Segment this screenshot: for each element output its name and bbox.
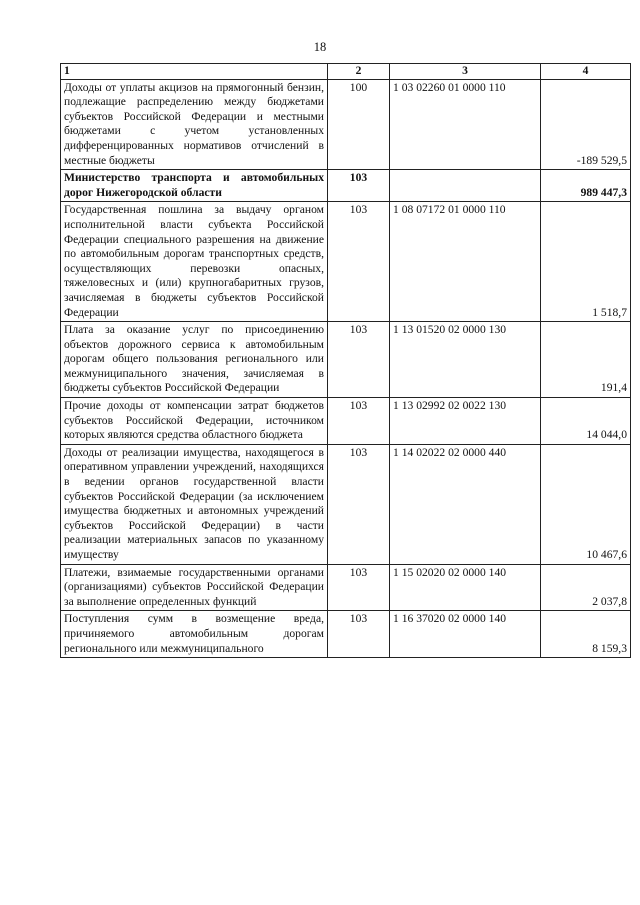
budget-table [60,63,631,658]
table-row [61,79,631,170]
table-row [61,398,631,445]
row-classification-code: 1 08 07172 01 0000 110 [390,202,541,322]
row-classification-code: 1 13 02992 02 0022 130 [390,398,541,445]
table-row [61,564,631,611]
row-classification-code: 1 13 01520 02 0000 130 [390,322,541,398]
row-description: Поступления сумм в возмещение вреда, причиняемого автомобильным дорогам регионального или межмуниципального [61,611,328,658]
row-amount: 14 044,0 [541,398,631,445]
row-admin-code: 103 [328,611,390,658]
row-admin-code: 103 [328,202,390,322]
row-classification-code: 1 15 02020 02 0000 140 [390,564,541,611]
row-classification-code [390,170,541,202]
row-admin-code: 100 [328,79,390,170]
column-header-2: 2 [328,64,390,80]
row-description: Прочие доходы от компенсации затрат бюджетов субъектов Российской Федерации, источником которых являются средства областного бюджета [61,398,328,445]
row-amount: 191,4 [541,322,631,398]
row-admin-code: 103 [328,564,390,611]
column-header-4: 4 [541,64,631,80]
row-admin-code: 103 [328,322,390,398]
table-row-ministry [61,170,631,202]
page-number: 18 [313,40,327,54]
row-description: Плата за оказание услуг по присоединению объектов дорожного сервиса к автомобильным дорогам общего пользования регионального или межмуниципального значения, зачисляемая в бюджеты субъектов Российской Федерации [61,322,328,398]
row-amount: 2 037,8 [541,564,631,611]
row-admin-code: 103 [328,444,390,564]
row-amount: 8 159,3 [541,611,631,658]
row-description: Государственная пошлина за выдачу органом исполнительной власти субъекта Российской Федерации специального разрешения на движение по автомобильным дорогам транспортных средств, осуществляющих перевозки опасных, тяжеловесных и (или) крупногабаритных грузов, зачисляемая в бюджеты субъектов Российской Федерации [61,202,328,322]
table-header-row [61,64,631,80]
column-header-1: 1 [61,64,328,80]
row-amount: -189 529,5 [541,79,631,170]
row-description: Доходы от уплаты акцизов на прямогонный бензин, подлежащие распределению между бюджетами субъектов Российской Федерации и местными бюджетами с учетом установленных дифференцированных нормативов отчислений в местные бюджеты [61,79,328,170]
row-description: Платежи, взимаемые государственными органами (организациями) субъектов Российской Федерации за выполнение определенных функций [61,564,328,611]
row-admin-code: 103 [328,170,390,202]
row-amount: 989 447,3 [541,170,631,202]
row-classification-code: 1 03 02260 01 0000 110 [390,79,541,170]
table-row [61,202,631,322]
table-row [61,611,631,658]
row-description: Доходы от реализации имущества, находящегося в оперативном управлении учреждений, находящихся в ведении органов государственной власти субъектов Российской Федерации (за исключением имущества бюджетных и автономных учреждений субъектов Российской Федерации) в части реализации материальных запасов по указанному имуществу [61,444,328,564]
row-admin-code: 103 [328,398,390,445]
row-classification-code: 1 14 02022 02 0000 440 [390,444,541,564]
column-header-3: 3 [390,64,541,80]
table-row [61,444,631,564]
table-row [61,322,631,398]
row-amount: 10 467,6 [541,444,631,564]
row-classification-code: 1 16 37020 02 0000 140 [390,611,541,658]
row-amount: 1 518,7 [541,202,631,322]
row-description: Министерство транспорта и автомобильных дорог Нижегородской области [61,170,328,202]
